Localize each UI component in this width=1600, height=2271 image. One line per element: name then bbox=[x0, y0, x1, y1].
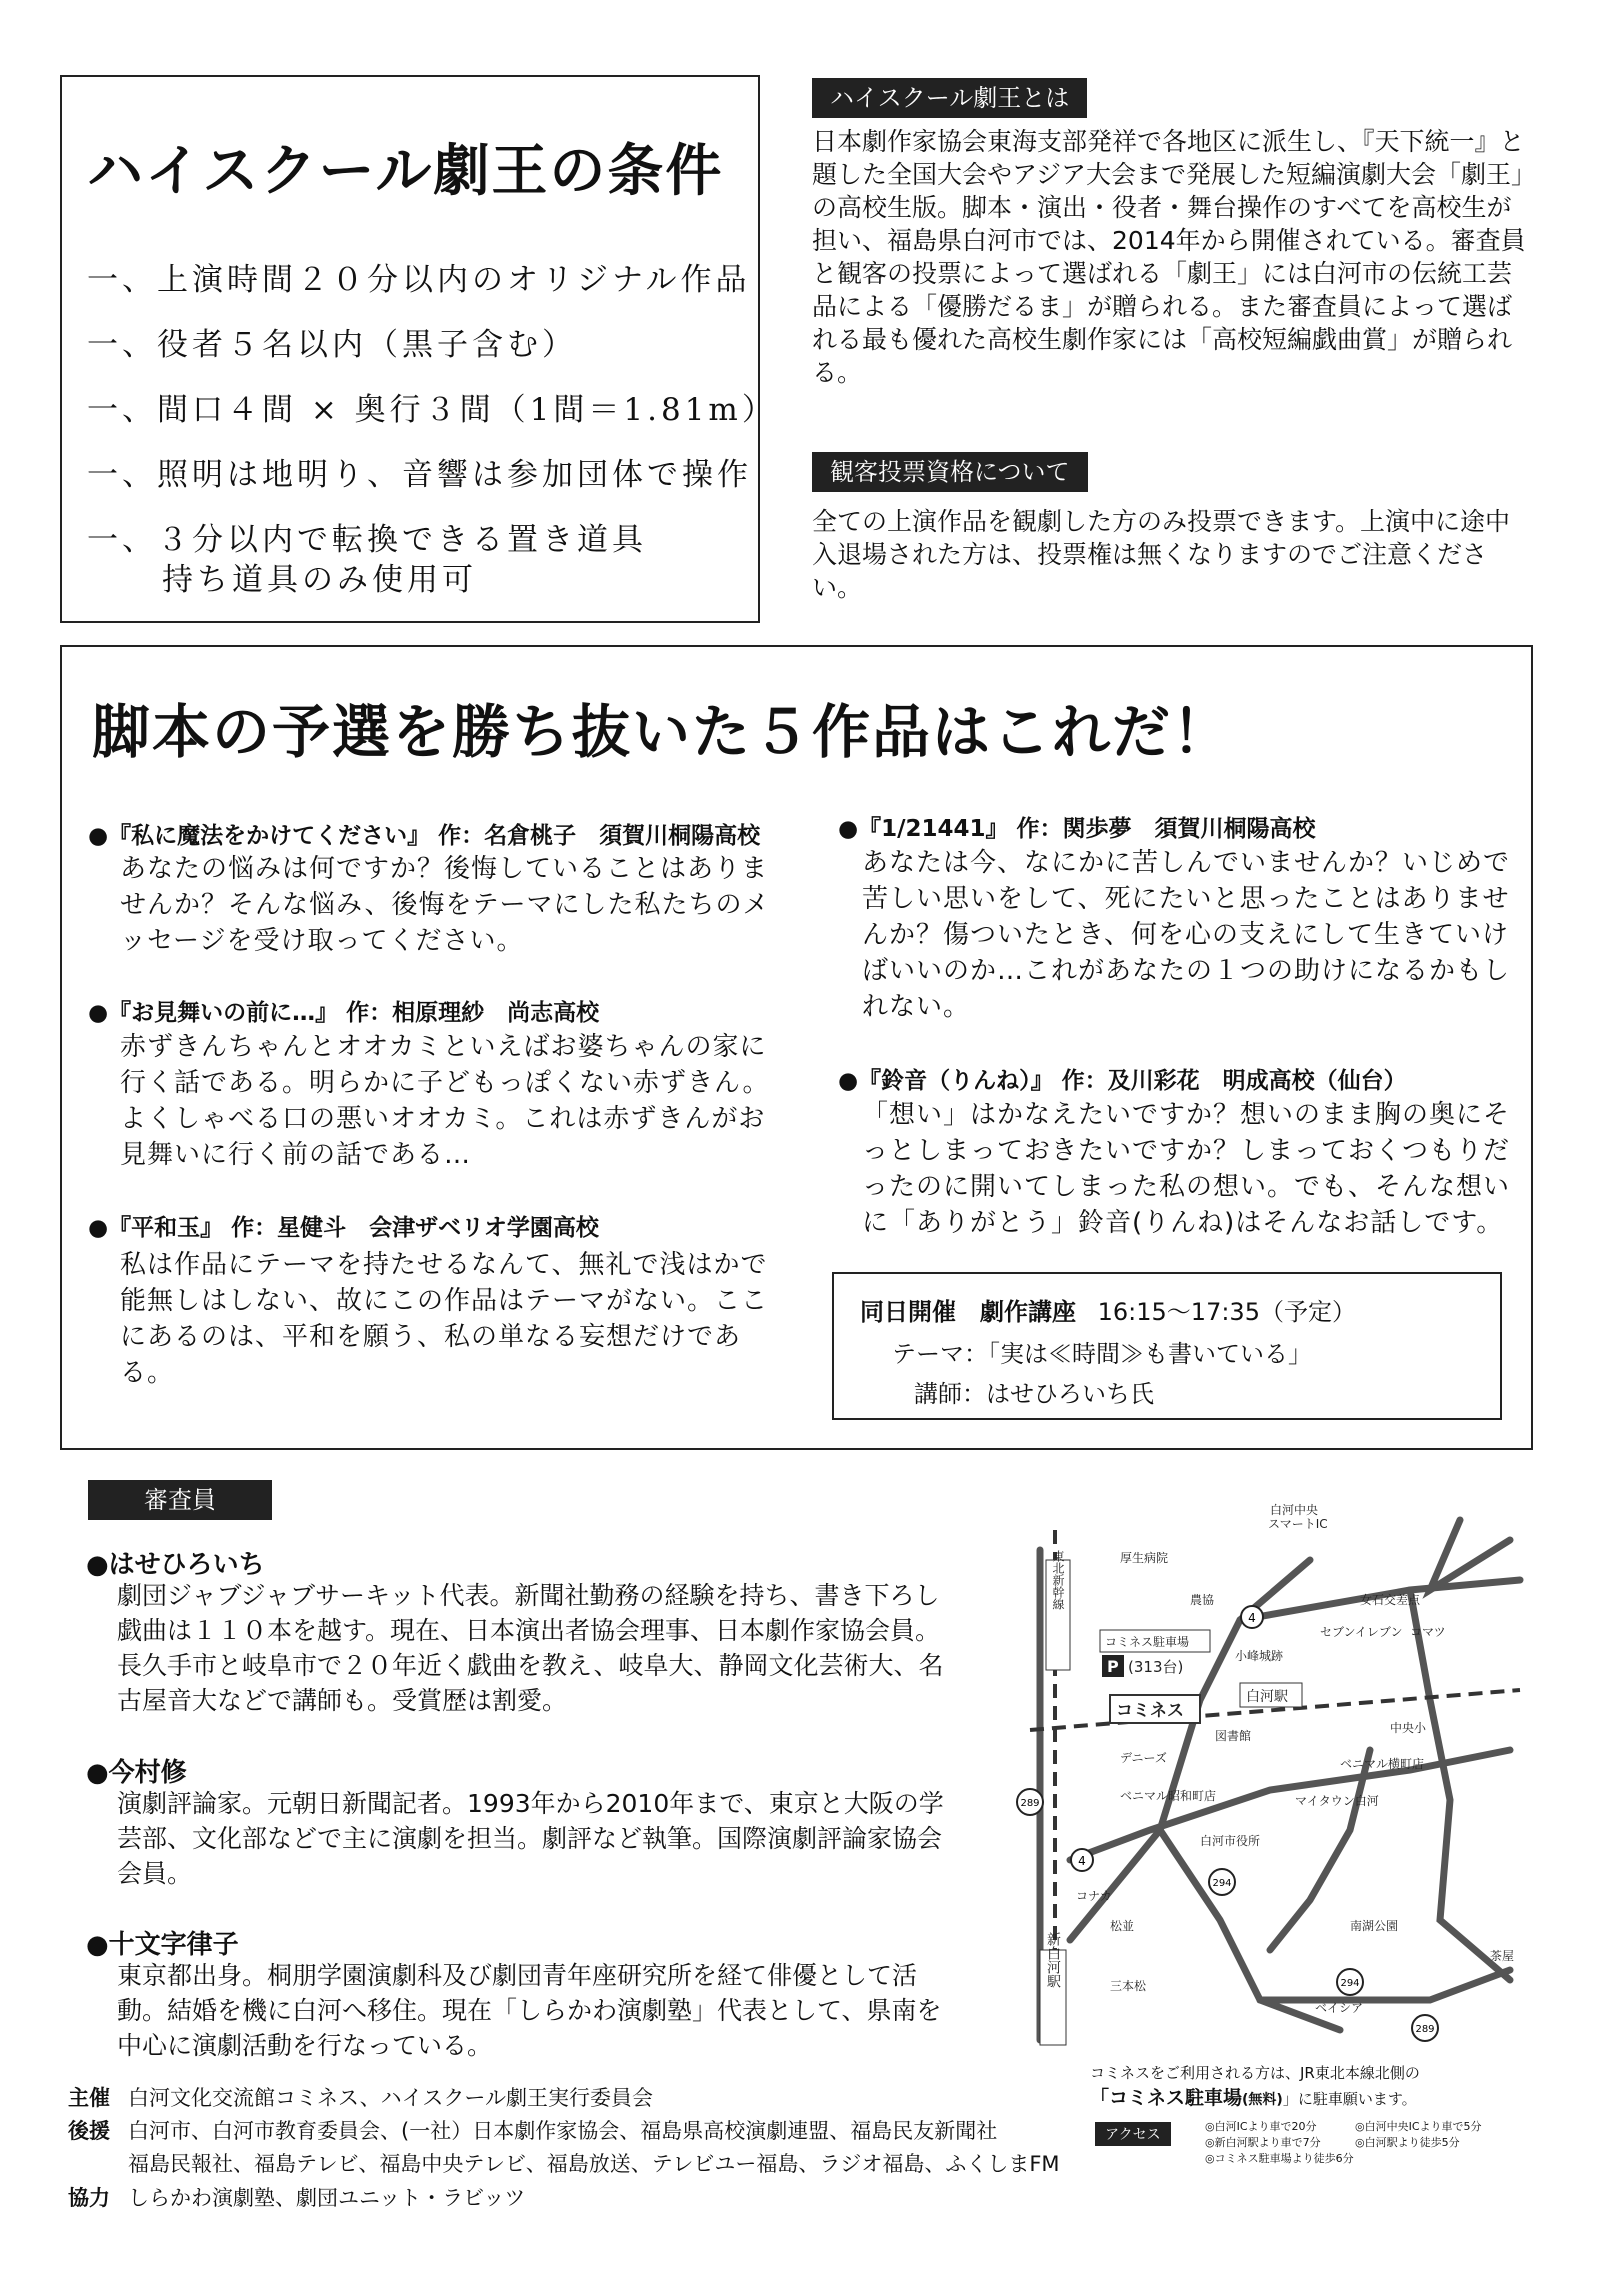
condition-item-line2: 持ち道具のみ使用可 bbox=[162, 562, 477, 598]
judge-description: 演劇評論家。元朝日新聞記者。1993年から2010年まで、東京と大阪の学芸部、文化部などで主に演劇を担当。劇評など執筆。国際演劇評論家協会会員。 bbox=[117, 1789, 944, 1888]
map-label: 南湖公園 bbox=[1350, 1919, 1399, 1933]
svg-text:(313台): (313台) bbox=[1128, 1658, 1184, 1676]
workshop-time: 16:15～17:35（予定） bbox=[1097, 1298, 1356, 1326]
map-label: 三本松 bbox=[1110, 1979, 1147, 1993]
parking-notice-line1: コミネスをご利用される方は、JR東北本線北側の bbox=[1090, 2064, 1420, 2082]
work-title: ●『平和玉』 作：星健斗 会津ザベリオ学園高校 bbox=[88, 1215, 599, 1241]
svg-text:新白河駅: 新白河駅 bbox=[1045, 1932, 1061, 1988]
works-section-box bbox=[60, 645, 1533, 1450]
about-text: 日本劇作家協会東海支部発祥で各地区に派生し、『天下統一』と題した全国大会やアジア大会まで発展した短編演劇大会「劇王」の高校生版。脚本・演出・役者・舞台操作のすべてを高校生が担い、福島県白河市では、2014年から開催されている。審査員と観客の投票によって選ばれる「劇王」には白河市の伝統工芸品による「優勝だるま」が贈られる。また審査員によって選ばれる最も優れた高校生劇作家には「高校短編戯曲賞」が贈られる。 bbox=[812, 127, 1526, 387]
about-heading: ハイスクール劇王とは bbox=[812, 78, 1087, 118]
judges-heading: 審査員 bbox=[88, 1480, 272, 1520]
work-title: ●『私に魔法をかけてください』 作：名倉桃子 須賀川桐陽高校 bbox=[88, 823, 761, 849]
access-item: ◎白河中央ICより車で5分 bbox=[1355, 2120, 1482, 2133]
access-map bbox=[1010, 1500, 1530, 2060]
credit-label: 主催 bbox=[68, 2086, 110, 2110]
route-shield bbox=[1071, 1849, 1093, 1871]
credit-text: 福島民報社、福島テレビ、福島中央テレビ、福島放送、テレビユー福島、ラジオ福島、ふくしまFM bbox=[128, 2152, 1060, 2176]
svg-text:4: 4 bbox=[1248, 1611, 1256, 1625]
map-label: 小峰城跡 bbox=[1235, 1649, 1284, 1663]
judge-name: ●今村修 bbox=[86, 1758, 187, 1788]
map-label: コマツ bbox=[1410, 1625, 1446, 1639]
svg-text:294: 294 bbox=[1340, 1978, 1360, 1989]
svg-text:コミネス: コミネス bbox=[1116, 1701, 1184, 1721]
judge-description: 東京都出身。桐朋学園演劇科及び劇団青年座研究所を経て俳優として活動。結婚を機に白河へ移住。現在「しらかわ演劇塾」代表として、県南を中心に演劇活動を行なっている。 bbox=[117, 1961, 942, 2060]
map-label: 厚生病院 bbox=[1120, 1551, 1169, 1565]
access-item: ◎白河駅より徒歩5分 bbox=[1355, 2136, 1460, 2149]
map-label: デニーズ bbox=[1120, 1751, 1167, 1765]
map-label: セブンイレブン bbox=[1320, 1625, 1403, 1639]
condition-item: 一、上演時間２０分以内のオリジナル作品 bbox=[87, 262, 751, 298]
voting-heading: 観客投票資格について bbox=[812, 452, 1088, 492]
route-shield bbox=[1412, 2015, 1438, 2041]
conditions-title: ハイスクール劇王の条件 bbox=[87, 138, 724, 204]
credit-text: しらかわ演劇塾、劇団ユニット・ラビッツ bbox=[128, 2186, 526, 2210]
map-label: コナカ bbox=[1076, 1889, 1112, 1903]
route-shield bbox=[1017, 1789, 1043, 1815]
svg-text:289: 289 bbox=[1415, 2024, 1435, 2035]
work-description: 「想い」はかなえたいですか？想いのまま胸の奥にそっとしまっておきたいですか？しまっておくつもりだったのに開いてしまった私の想い。でも、そんな想いに「ありがとう」鈴音(りんね)はそんなお話しです。 bbox=[862, 1100, 1511, 1238]
comines-marker bbox=[1110, 1695, 1200, 1723]
workshop-label: 同日開催 劇作講座 bbox=[860, 1298, 1076, 1326]
credit-label: 協力 bbox=[68, 2186, 110, 2210]
credit-label: 後援 bbox=[68, 2119, 110, 2143]
work-title: ●『1/21441』 作：関歩夢 須賀川桐陽高校 bbox=[838, 816, 1316, 842]
workshop-lecturer: 講師：はせひろいち氏 bbox=[914, 1380, 1154, 1408]
work-description: あなたは今、なにかに苦しんでいませんか？いじめで苦しい思いをして、死にたいと思ったことはありませんか？傷ついたとき、何を心の支えにして生きていけばいいのか…これがあなたの１つの助けになるかもしれない。 bbox=[862, 848, 1511, 1022]
map-label: 松並 bbox=[1110, 1919, 1135, 1933]
workshop-box bbox=[832, 1272, 1502, 1420]
svg-text:白河駅: 白河駅 bbox=[1246, 1689, 1288, 1705]
credit-text: 白河市、白河市教育委員会、(一社）日本劇作家協会、福島県高校演劇連盟、福島民友新聞社 bbox=[128, 2119, 998, 2143]
map-label: 中央小 bbox=[1390, 1721, 1427, 1735]
svg-text:東北新幹線: 東北新幹線 bbox=[1051, 1550, 1065, 1610]
shin-shirakawa-station-label bbox=[1040, 1932, 1066, 2045]
work-description: あなたの悩みは何ですか？後悔していることはありませんか？そんな悩み、後悔をテーマにした私たちのメッセージを受け取ってください。 bbox=[120, 854, 770, 956]
svg-text:コミネス駐車場: コミネス駐車場 bbox=[1105, 1635, 1190, 1649]
access-item: ◎白河ICより車で20分 bbox=[1205, 2120, 1317, 2133]
svg-text:4: 4 bbox=[1078, 1854, 1086, 1868]
works-section-title: 脚本の予選を勝ち抜いた５作品はこれだ！ bbox=[92, 698, 1233, 766]
parking-free: (無料) bbox=[1242, 2092, 1283, 2108]
map-label: 白河市役所 bbox=[1200, 1834, 1261, 1848]
judge-description: 劇団ジャブジャブサーキット代表。新聞社勤務の経験を持ち、書き下ろし戯曲は１１０本を越す。現在、日本演出者協会理事、日本劇作家協会員。長久手市と岐阜市で２０年近く戯曲を教え、岐阜大、静岡文化芸術大、名古屋音大などで講師も。受賞歴は割愛。 bbox=[117, 1581, 944, 1715]
svg-text:P: P bbox=[1107, 1657, 1119, 1676]
access-label: アクセス bbox=[1095, 2122, 1171, 2146]
judge-name: ●はせひろいち bbox=[86, 1550, 265, 1580]
map-label: マイタウン白河 bbox=[1295, 1794, 1379, 1808]
comines-parking-marker bbox=[1100, 1630, 1210, 1677]
map-label: 農協 bbox=[1190, 1593, 1215, 1607]
work-title: ●『お見舞いの前に…』 作：相原理紗 尚志高校 bbox=[88, 1000, 600, 1026]
map-label: スマートIC bbox=[1268, 1517, 1328, 1531]
svg-text:294: 294 bbox=[1212, 1878, 1232, 1889]
work-description: 私は作品にテーマを持たせるなんて、無礼で浅はかで能無しはしない、故にこの作品はテーマがない。ここにあるのは、平和を願う、私の単なる妄想だけである。 bbox=[120, 1250, 769, 1388]
condition-item: 一、役者５名以内（黒子含む） bbox=[87, 327, 577, 363]
condition-item: 一、照明は地明り、音響は参加団体で操作 bbox=[87, 457, 752, 493]
shinkansen-label bbox=[1046, 1550, 1070, 1670]
credit-text: 白河文化交流館コミネス、ハイスクール劇王実行委員会 bbox=[128, 2086, 653, 2110]
conditions-box bbox=[60, 75, 777, 623]
voting-text: 全ての上演作品を観劇した方のみ投票できます。上演中に途中入退場された方は、投票権は無くなりますのでご注意ください。 bbox=[812, 507, 1511, 602]
work-description: 赤ずきんちゃんとオオカミといえばお婆ちゃんの家に行く話である。明らかに子どもっぽくない赤ずきん。よくしゃべる口の悪いオオカミ。これは赤ずきんがお見舞いに行く前の話である… bbox=[120, 1032, 770, 1170]
judge-name: ●十文字律子 bbox=[86, 1930, 239, 1960]
parking-request: 」に駐車願います。 bbox=[1282, 2090, 1417, 2108]
route-shield bbox=[1209, 1869, 1235, 1895]
map-label: ベニマル横町店 bbox=[1340, 1757, 1425, 1771]
parking-name: 「コミネス駐車場 bbox=[1090, 2087, 1243, 2109]
map-label: 女石交差点 bbox=[1360, 1593, 1421, 1607]
workshop-line1 bbox=[860, 1292, 1356, 1327]
map-drawing bbox=[1010, 1500, 1530, 2060]
map-label: 茶屋 bbox=[1490, 1949, 1515, 1963]
map-label: ベイシア bbox=[1315, 2001, 1364, 2015]
map-label: 図書館 bbox=[1215, 1729, 1252, 1743]
route-shield bbox=[1241, 1606, 1263, 1628]
map-label: ベニマル昭和町店 bbox=[1120, 1789, 1217, 1803]
parking-notice bbox=[1090, 2062, 1420, 2110]
work-title: ●『鈴音（りんね）』 作：及川彩花 明成高校（仙台） bbox=[838, 1068, 1407, 1094]
access-item: ◎新白河駅より車で7分 bbox=[1205, 2136, 1321, 2149]
route-shield bbox=[1337, 1969, 1363, 1995]
access-item: ◎コミネス駐車場より徒歩6分 bbox=[1205, 2152, 1354, 2165]
access-section bbox=[1095, 2118, 1535, 2182]
map-label: 白河中央 bbox=[1270, 1503, 1319, 1517]
parking-notice-line2 bbox=[1090, 2083, 1420, 2110]
shirakawa-station-marker bbox=[1240, 1683, 1302, 1707]
workshop-theme: テーマ：「実は≪時間≫も書いている」 bbox=[892, 1340, 1312, 1368]
condition-item: 一、３分以内で転換できる置き道具 bbox=[87, 522, 647, 558]
svg-text:289: 289 bbox=[1020, 1798, 1040, 1809]
condition-item: 一、間口４間 × 奥行３間（1間＝1.81m） bbox=[87, 392, 777, 428]
